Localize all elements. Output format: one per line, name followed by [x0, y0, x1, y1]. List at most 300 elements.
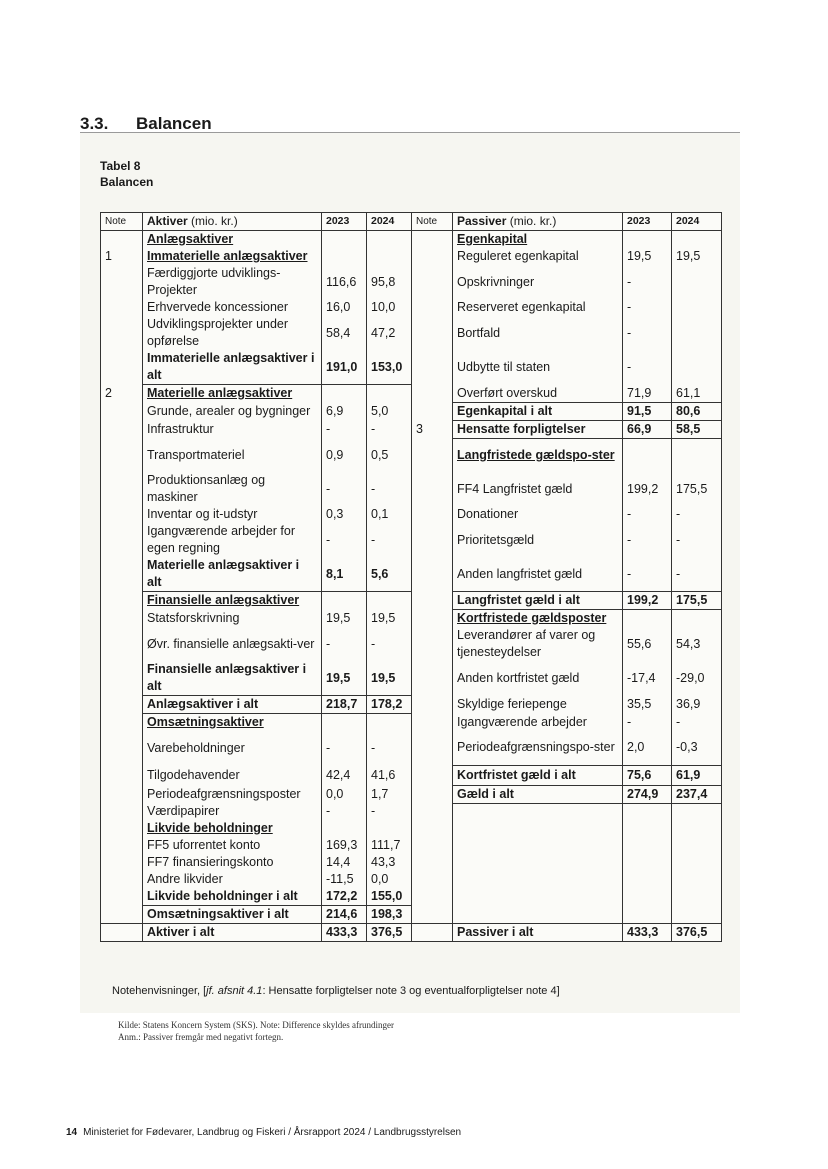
liability-note-cell [412, 627, 453, 661]
asset-2024-cell: - [367, 523, 412, 557]
asset-label-cell: Periodeafgrænsningsposter [143, 785, 322, 803]
assets-year-2024-header: 2024 [367, 213, 412, 231]
asset-2024-cell: 1,7 [367, 785, 412, 803]
asset-2024-cell: - [367, 420, 412, 438]
liability-label-cell: Skyldige feriepenge [453, 696, 623, 714]
asset-2023-cell: 19,5 [322, 661, 367, 696]
asset-2023-cell: 58,4 [322, 316, 367, 350]
asset-2024-cell: 5,0 [367, 402, 412, 420]
table-row [101, 592, 722, 610]
liability-2023-cell: 66,9 [623, 420, 672, 438]
liability-note-cell [412, 610, 453, 628]
liability-2023-cell: 199,2 [623, 592, 672, 610]
liability-2024-cell [672, 888, 722, 906]
liability-note-cell [412, 696, 453, 714]
asset-note-cell [101, 871, 143, 888]
liability-note-cell [412, 438, 453, 472]
liability-2023-cell: 2,0 [623, 731, 672, 765]
asset-2024-cell [367, 248, 412, 265]
liability-2023-cell [623, 871, 672, 888]
table-row [101, 888, 722, 906]
asset-note-cell [101, 557, 143, 592]
liability-label-cell: FF4 Langfristet gæld [453, 472, 623, 506]
asset-2023-cell: 218,7 [322, 696, 367, 714]
liability-2024-cell: 19,5 [672, 248, 722, 265]
liability-label-cell [453, 837, 623, 854]
asset-note-cell [101, 803, 143, 820]
liability-2023-cell [623, 837, 672, 854]
liabilities-header-title: Passiver [457, 214, 507, 228]
note-reference-link: jf. afsnit 4.1 [206, 985, 263, 997]
table-row [101, 316, 722, 350]
assets-year-2023-header: 2023 [322, 213, 367, 231]
liability-note-cell [412, 854, 453, 871]
asset-label-cell: Øvr. finansielle anlægsakti-ver [143, 627, 322, 661]
table-row [101, 350, 722, 385]
asset-2024-cell: 155,0 [367, 888, 412, 906]
liability-label-cell: Gæld i alt [453, 785, 623, 803]
liability-2024-cell: 175,5 [672, 592, 722, 610]
liability-2024-cell [672, 820, 722, 837]
liability-label-cell [453, 871, 623, 888]
liability-2023-cell: - [623, 350, 672, 385]
liability-2023-cell: 274,9 [623, 785, 672, 803]
asset-label-cell: Aktiver i alt [143, 924, 322, 942]
liability-2024-cell: - [672, 714, 722, 732]
asset-2024-cell: 178,2 [367, 696, 412, 714]
asset-2024-cell: 5,6 [367, 557, 412, 592]
asset-note-cell [101, 420, 143, 438]
liability-note-cell [412, 906, 453, 924]
liability-2024-cell [672, 265, 722, 299]
table-row [101, 402, 722, 420]
asset-2023-cell [322, 820, 367, 837]
asset-note-cell [101, 837, 143, 854]
asset-label-cell: Tilgodehavender [143, 765, 322, 785]
liability-2023-cell: 35,5 [623, 696, 672, 714]
asset-note-cell [101, 765, 143, 785]
liability-2024-cell [672, 350, 722, 385]
liability-label-cell [453, 803, 623, 820]
table-row [101, 871, 722, 888]
asset-label-cell: Inventar og it-udstyr [143, 506, 322, 523]
asset-2024-cell: 95,8 [367, 265, 412, 299]
liability-note-cell [412, 265, 453, 299]
liability-label-cell [453, 906, 623, 924]
table-row [101, 610, 722, 628]
liability-2023-cell: -17,4 [623, 661, 672, 696]
table-row [101, 661, 722, 696]
liability-label-cell: Prioritetsgæld [453, 523, 623, 557]
asset-note-cell [101, 731, 143, 765]
liability-note-cell [412, 385, 453, 403]
table-row [101, 385, 722, 403]
asset-note-cell [101, 402, 143, 420]
asset-label-cell: Finansielle anlægsaktiver [143, 592, 322, 610]
liability-note-cell [412, 661, 453, 696]
liability-note-cell [412, 231, 453, 249]
asset-2023-cell: 16,0 [322, 299, 367, 316]
asset-note-cell [101, 265, 143, 299]
asset-note-cell [101, 592, 143, 610]
asset-2023-cell: -11,5 [322, 871, 367, 888]
liability-note-cell [412, 350, 453, 385]
liability-note-cell [412, 924, 453, 942]
liability-2023-cell [623, 803, 672, 820]
liability-note-cell [412, 765, 453, 785]
asset-label-cell: Færdiggjorte udviklings-Projekter [143, 265, 322, 299]
liability-2023-cell: - [623, 523, 672, 557]
asset-note-cell [101, 610, 143, 628]
asset-2023-cell: 19,5 [322, 610, 367, 628]
asset-2024-cell: 198,3 [367, 906, 412, 924]
asset-2024-cell: - [367, 731, 412, 765]
liability-label-cell: Hensatte forpligtelser [453, 420, 623, 438]
liability-2023-cell: - [623, 506, 672, 523]
liability-2023-cell: 75,6 [623, 765, 672, 785]
liability-2024-cell [672, 316, 722, 350]
liability-label-cell: Leverandører af varer og tjenesteydelser [453, 627, 623, 661]
asset-note-cell [101, 231, 143, 249]
liability-label-cell: Anden kortfristet gæld [453, 661, 623, 696]
asset-2023-cell: 169,3 [322, 837, 367, 854]
asset-note-cell [101, 906, 143, 924]
asset-note-cell [101, 696, 143, 714]
liability-label-cell: Reserveret egenkapital [453, 299, 623, 316]
asset-2024-cell: - [367, 803, 412, 820]
table-row [101, 506, 722, 523]
table-row [101, 231, 722, 249]
asset-label-cell: Transportmateriel [143, 438, 322, 472]
asset-note-cell [101, 316, 143, 350]
asset-2023-cell: 116,6 [322, 265, 367, 299]
liability-2024-cell: 61,9 [672, 765, 722, 785]
liability-note-cell [412, 557, 453, 592]
liability-2023-cell: - [623, 714, 672, 732]
asset-label-cell: Finansielle anlægsaktiver i alt [143, 661, 322, 696]
liability-label-cell: Kortfristet gæld i alt [453, 765, 623, 785]
asset-label-cell: FF7 finansieringskonto [143, 854, 322, 871]
page-footer [66, 1127, 461, 1138]
liability-2023-cell [623, 820, 672, 837]
liability-note-cell [412, 299, 453, 316]
liability-2024-cell: 54,3 [672, 627, 722, 661]
asset-2024-cell [367, 820, 412, 837]
liability-2024-cell: - [672, 557, 722, 592]
liability-2024-cell [672, 231, 722, 249]
liability-2024-cell: 80,6 [672, 402, 722, 420]
asset-2023-cell: - [322, 472, 367, 506]
asset-2023-cell: - [322, 523, 367, 557]
asset-2023-cell: 433,3 [322, 924, 367, 942]
liability-note-cell [412, 803, 453, 820]
table-row [101, 472, 722, 506]
asset-2023-cell: 8,1 [322, 557, 367, 592]
asset-label-cell: Materielle anlægsaktiver [143, 385, 322, 403]
annotation-line: Anm.: Passiver fremgår med negativt fortegn. [118, 1032, 284, 1042]
liabilities-year-2024-header: 2024 [672, 213, 722, 231]
liability-2023-cell [623, 231, 672, 249]
asset-2023-cell [322, 231, 367, 249]
asset-label-cell: Andre likvider [143, 871, 322, 888]
liability-note-cell [412, 785, 453, 803]
table-caption [100, 158, 153, 190]
assets-header [143, 213, 322, 231]
asset-label-cell: FF5 uforrentet konto [143, 837, 322, 854]
liability-2023-cell: 55,6 [623, 627, 672, 661]
asset-2024-cell: 19,5 [367, 661, 412, 696]
note-references: Notehenvisninger, [jf. afsnit 4.1: Hensatte forpligtelser note 3 og eventualforpligtelser note 4] [112, 985, 560, 997]
table-row [101, 765, 722, 785]
section-title [80, 114, 212, 134]
liability-2024-cell: -0,3 [672, 731, 722, 765]
liability-label-cell: Egenkapital i alt [453, 402, 623, 420]
asset-2024-cell: - [367, 472, 412, 506]
liability-note-cell [412, 820, 453, 837]
asset-label-cell: Infrastruktur [143, 420, 322, 438]
asset-note-cell [101, 506, 143, 523]
asset-2023-cell: 6,9 [322, 402, 367, 420]
asset-note-cell [101, 714, 143, 732]
liability-2024-cell: 175,5 [672, 472, 722, 506]
table-row [101, 924, 722, 942]
liabilities-header-unit: (mio. kr.) [506, 214, 557, 228]
asset-note-cell [101, 924, 143, 942]
liabilities-year-2023-header: 2023 [623, 213, 672, 231]
liability-label-cell: Reguleret egenkapital [453, 248, 623, 265]
table-row [101, 803, 722, 820]
liability-note-cell [412, 871, 453, 888]
liability-2023-cell: - [623, 316, 672, 350]
asset-2024-cell: - [367, 627, 412, 661]
asset-2024-cell [367, 231, 412, 249]
table-row [101, 420, 722, 438]
asset-note-cell [101, 888, 143, 906]
asset-label-cell: Grunde, arealer og bygninger [143, 402, 322, 420]
asset-note-cell [101, 438, 143, 472]
liability-label-cell [453, 888, 623, 906]
liability-label-cell: Egenkapital [453, 231, 623, 249]
table-row [101, 696, 722, 714]
asset-2023-cell: 0,3 [322, 506, 367, 523]
liabilities-header [453, 213, 623, 231]
liability-label-cell: Langfristet gæld i alt [453, 592, 623, 610]
asset-note-cell [101, 350, 143, 385]
asset-note-cell [101, 661, 143, 696]
note-header: Note [412, 213, 453, 231]
asset-label-cell: Anlægsaktiver [143, 231, 322, 249]
table-row [101, 854, 722, 871]
asset-label-cell: Produktionsanlæg og maskiner [143, 472, 322, 506]
liability-label-cell: Kortfristede gældsposter [453, 610, 623, 628]
asset-2023-cell: 172,2 [322, 888, 367, 906]
liability-label-cell: Udbytte til staten [453, 350, 623, 385]
asset-note-cell [101, 820, 143, 837]
liability-note-cell [412, 248, 453, 265]
asset-label-cell: Erhvervede koncessioner [143, 299, 322, 316]
liability-2024-cell [672, 837, 722, 854]
liability-note-cell [412, 837, 453, 854]
asset-note-cell [101, 627, 143, 661]
asset-label-cell: Immaterielle anlægsaktiver i alt [143, 350, 322, 385]
asset-2023-cell [322, 714, 367, 732]
liability-note-cell [412, 731, 453, 765]
table-row [101, 265, 722, 299]
asset-label-cell: Immaterielle anlægsaktiver [143, 248, 322, 265]
liability-2024-cell: 61,1 [672, 385, 722, 403]
liability-2023-cell: 433,3 [623, 924, 672, 942]
source-note [118, 1019, 394, 1043]
liability-label-cell: Passiver i alt [453, 924, 623, 942]
liability-note-cell [412, 316, 453, 350]
liability-2023-cell [623, 610, 672, 628]
asset-2024-cell: 0,1 [367, 506, 412, 523]
liability-label-cell: Overført overskud [453, 385, 623, 403]
asset-2024-cell: 19,5 [367, 610, 412, 628]
liability-label-cell: Periodeafgrænsningspo-ster [453, 731, 623, 765]
liability-2024-cell: 58,5 [672, 420, 722, 438]
liability-2023-cell: 91,5 [623, 402, 672, 420]
table-row [101, 837, 722, 854]
asset-2023-cell: 42,4 [322, 765, 367, 785]
asset-2023-cell: - [322, 731, 367, 765]
liability-2024-cell [672, 854, 722, 871]
table-caption-title: Balancen [100, 175, 154, 189]
asset-label-cell: Værdipapirer [143, 803, 322, 820]
liability-2023-cell: - [623, 557, 672, 592]
balance-table [100, 212, 722, 942]
liability-note-cell [412, 472, 453, 506]
table-row [101, 731, 722, 765]
asset-2024-cell: 153,0 [367, 350, 412, 385]
liability-2024-cell: -29,0 [672, 661, 722, 696]
liability-label-cell: Opskrivninger [453, 265, 623, 299]
liability-note-cell: 3 [412, 420, 453, 438]
table-row [101, 785, 722, 803]
liability-2024-cell: 376,5 [672, 924, 722, 942]
asset-note-cell [101, 785, 143, 803]
liability-label-cell [453, 854, 623, 871]
asset-2023-cell [322, 592, 367, 610]
liability-label-cell: Bortfald [453, 316, 623, 350]
asset-2024-cell [367, 592, 412, 610]
asset-2024-cell [367, 714, 412, 732]
asset-2024-cell: 0,0 [367, 871, 412, 888]
asset-label-cell: Udviklingsprojekter under opførelse [143, 316, 322, 350]
table-row [101, 523, 722, 557]
liability-2023-cell: - [623, 299, 672, 316]
liability-2024-cell [672, 438, 722, 472]
liability-label-cell: Anden langfristet gæld [453, 557, 623, 592]
liability-2024-cell [672, 299, 722, 316]
footer-text: Ministeriet for Fødevarer, Landbrug og Fiskeri / Årsrapport 2024 / Landbrugsstyrelsen [83, 1127, 462, 1138]
section-number: 3.3. [80, 114, 109, 133]
asset-2023-cell: - [322, 420, 367, 438]
liability-2024-cell [672, 871, 722, 888]
liability-label-cell: Igangværende arbejder [453, 714, 623, 732]
note-header: Note [101, 213, 143, 231]
asset-label-cell: Likvide beholdninger i alt [143, 888, 322, 906]
liability-2023-cell: 199,2 [623, 472, 672, 506]
asset-note-cell [101, 299, 143, 316]
liability-2024-cell: 237,4 [672, 785, 722, 803]
table-row [101, 714, 722, 732]
liability-2024-cell [672, 906, 722, 924]
liability-2024-cell [672, 803, 722, 820]
liability-label-cell: Donationer [453, 506, 623, 523]
asset-2024-cell [367, 385, 412, 403]
table-row [101, 299, 722, 316]
liability-2024-cell: - [672, 523, 722, 557]
liability-note-cell [412, 714, 453, 732]
asset-label-cell: Statsforskrivning [143, 610, 322, 628]
asset-2023-cell: 214,6 [322, 906, 367, 924]
liability-2024-cell [672, 610, 722, 628]
asset-2024-cell: 43,3 [367, 854, 412, 871]
liability-2023-cell [623, 888, 672, 906]
liability-2023-cell: - [623, 265, 672, 299]
table-row [101, 906, 722, 924]
liability-label-cell: Langfristede gældspo-ster [453, 438, 623, 472]
table-row [101, 627, 722, 661]
table-header-row [101, 213, 722, 231]
asset-note-cell [101, 523, 143, 557]
asset-label-cell: Omsætningsaktiver i alt [143, 906, 322, 924]
liability-note-cell [412, 592, 453, 610]
asset-note-cell: 2 [101, 385, 143, 403]
asset-2024-cell: 376,5 [367, 924, 412, 942]
asset-2023-cell: 191,0 [322, 350, 367, 385]
asset-2023-cell [322, 385, 367, 403]
liability-2024-cell: 36,9 [672, 696, 722, 714]
asset-note-cell [101, 472, 143, 506]
section-title-text: Balancen [136, 114, 212, 133]
table-row [101, 557, 722, 592]
asset-label-cell: Anlægsaktiver i alt [143, 696, 322, 714]
asset-2024-cell: 41,6 [367, 765, 412, 785]
assets-header-unit: (mio. kr.) [187, 214, 238, 228]
liability-note-cell [412, 402, 453, 420]
liability-note-cell [412, 888, 453, 906]
liability-2023-cell [623, 438, 672, 472]
asset-2023-cell: 0,9 [322, 438, 367, 472]
source-line: Kilde: Statens Koncern System (SKS). Note: Difference skyldes afrundinger [118, 1020, 395, 1030]
asset-label-cell: Omsætningsaktiver [143, 714, 322, 732]
asset-label-cell: Materielle anlægsaktiver i alt [143, 557, 322, 592]
liability-2023-cell [623, 854, 672, 871]
asset-note-cell [101, 854, 143, 871]
table-number: Tabel 8 [100, 159, 141, 173]
liability-note-cell [412, 523, 453, 557]
asset-2023-cell: 14,4 [322, 854, 367, 871]
liability-2024-cell: - [672, 506, 722, 523]
liability-label-cell [453, 820, 623, 837]
liability-2023-cell [623, 906, 672, 924]
liability-2023-cell: 71,9 [623, 385, 672, 403]
asset-label-cell: Varebeholdninger [143, 731, 322, 765]
asset-2024-cell: 0,5 [367, 438, 412, 472]
liability-note-cell [412, 506, 453, 523]
asset-2023-cell [322, 248, 367, 265]
asset-2023-cell: - [322, 627, 367, 661]
asset-2024-cell: 111,7 [367, 837, 412, 854]
asset-2024-cell: 47,2 [367, 316, 412, 350]
assets-header-title: Aktiver [147, 214, 188, 228]
table-row [101, 820, 722, 837]
asset-2023-cell: - [322, 803, 367, 820]
liability-2023-cell: 19,5 [623, 248, 672, 265]
asset-2023-cell: 0,0 [322, 785, 367, 803]
